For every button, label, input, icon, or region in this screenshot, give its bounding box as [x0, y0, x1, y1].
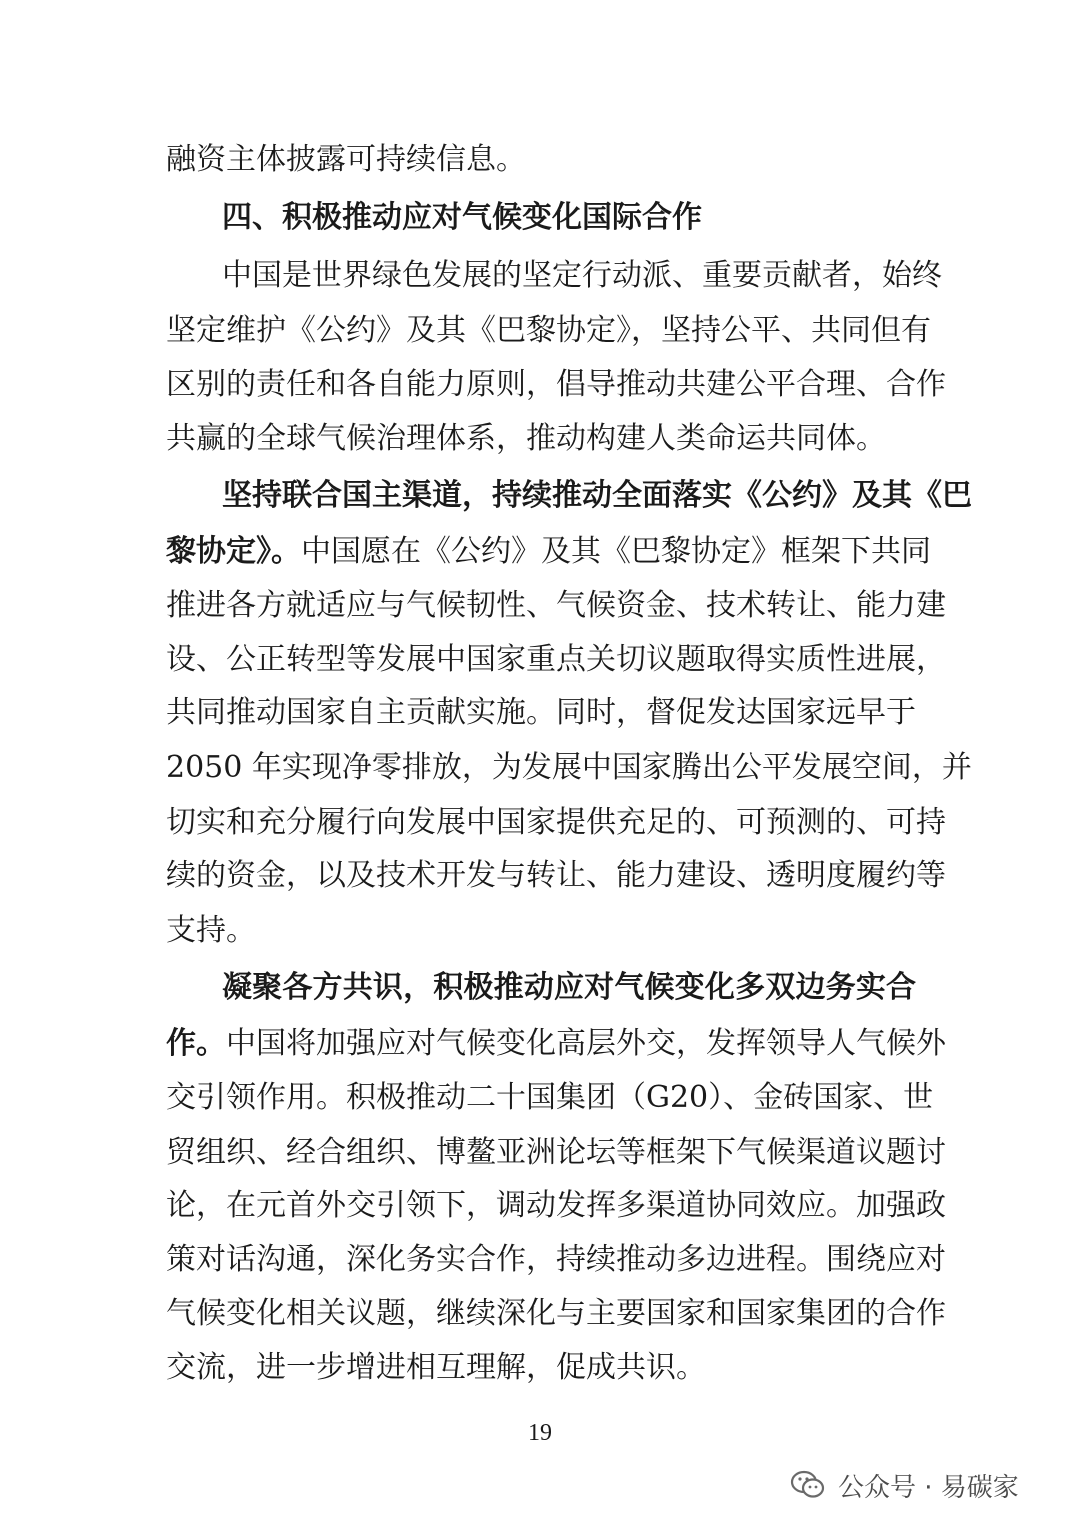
- text-line: 区别的责任和各自能力原则，倡导推动共建公平合理、合作: [166, 367, 946, 402]
- text-line: 坚定维护《公约》及其《巴黎协定》，坚持公平、共同但有: [166, 313, 931, 348]
- text-line: [166, 532, 931, 572]
- paragraph-lead: 凝聚各方共识，积极推动应对气候变化多双边务实合: [222, 970, 916, 1005]
- paragraph-lead: 黎协定》。: [166, 534, 301, 569]
- watermark: [790, 1465, 1019, 1505]
- text-line: 续的资金，以及技术开发与转让、能力建设、透明度履约等: [166, 858, 946, 893]
- paragraph-rest: 中国将加强应对气候变化高层外交，发挥领导人气候外: [226, 1026, 946, 1061]
- text-line: 论，在元首外交引领下，调动发挥多渠道协同效应。加强政: [166, 1188, 946, 1223]
- text-line: 共赢的全球气候治理体系，推动构建人类命运共同体。: [166, 421, 886, 456]
- watermark-text: 公众号 · 易碳家: [838, 1472, 1019, 1503]
- paragraph-lead: 作。: [166, 1026, 226, 1061]
- text-line: 策对话沟通，深化务实合作，持续推动多边进程。围绕应对: [166, 1242, 946, 1277]
- section-heading: 四、积极推动应对气候变化国际合作: [222, 200, 702, 235]
- text-line: 气候变化相关议题，继续深化与主要国家和国家集团的合作: [166, 1296, 946, 1331]
- text-line: 2050 年实现净零排放，为发展中国家腾出公平发展空间，并: [166, 750, 972, 785]
- paragraph-lead: 坚持联合国主渠道，持续推动全面落实《公约》及其《巴: [222, 478, 972, 513]
- text-line: [222, 476, 972, 516]
- text-line: 切实和充分履行向发展中国家提供充足的、可预测的、可持: [166, 805, 946, 840]
- text-line: 融资主体披露可持续信息。: [166, 142, 526, 177]
- text-line: 支持。: [166, 913, 256, 948]
- wechat-icon: [790, 1469, 826, 1501]
- text-line: 设、公正转型等发展中国家重点关切议题取得实质性进展，: [166, 642, 946, 677]
- text-line: 交引领作用。积极推动二十国集团（G20）、金砖国家、世: [166, 1080, 934, 1115]
- page-number: 19: [528, 1420, 552, 1446]
- text-line: [222, 968, 916, 1008]
- text-line: 推进各方就适应与气候韧性、气候资金、技术转让、能力建: [166, 588, 946, 623]
- paragraph-rest: 中国愿在《公约》及其《巴黎协定》框架下共同: [301, 534, 931, 569]
- text-line: 交流，进一步增进相互理解，促成共识。: [166, 1350, 706, 1385]
- text-line: 共同推动国家自主贡献实施。同时，督促发达国家远早于: [166, 695, 916, 730]
- text-line: 中国是世界绿色发展的坚定行动派、重要贡献者，始终: [222, 258, 942, 293]
- text-line: [166, 1024, 946, 1064]
- text-line: 贸组织、经合组织、博鳌亚洲论坛等框架下气候渠道议题讨: [166, 1135, 946, 1170]
